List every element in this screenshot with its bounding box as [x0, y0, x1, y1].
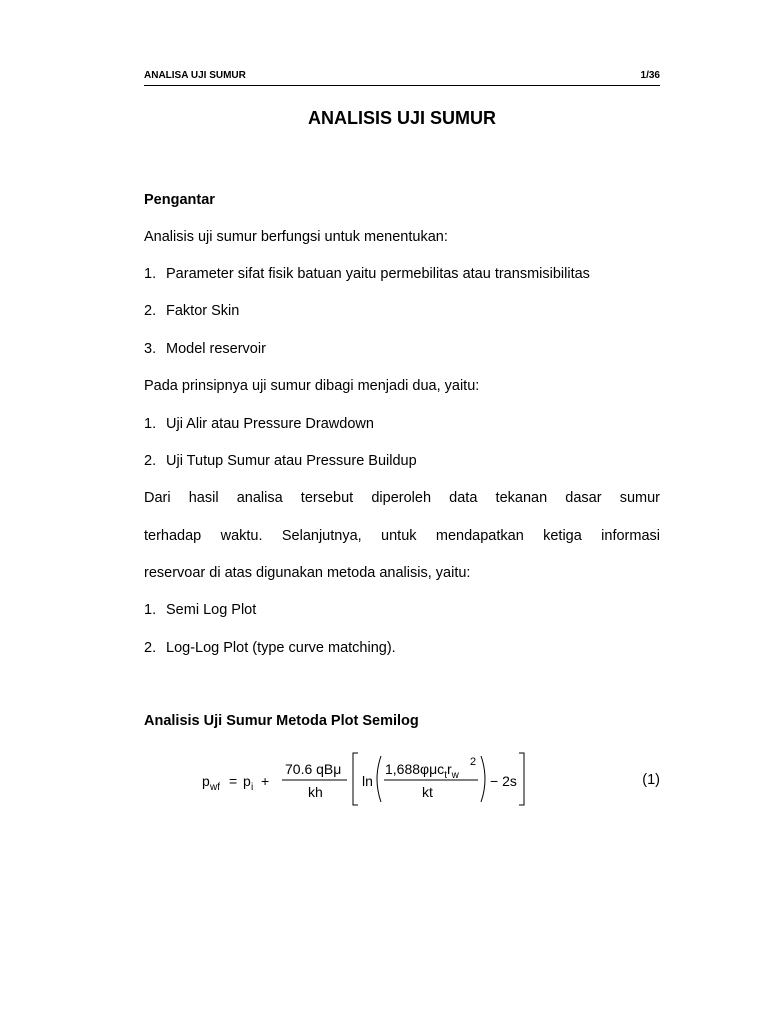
- eq-exponent: 2: [470, 756, 477, 768]
- intro-text-2: Pada prinsipnya uji sumur dibagi menjadi dua, yaitu:: [144, 378, 480, 394]
- eq-bracket-right: [519, 753, 524, 805]
- paragraph-line: terhadap waktu. Selanjutnya, untuk mendapatkan ketiga informasi: [144, 528, 660, 544]
- section-heading-semilog: Analisis Uji Sumur Metoda Plot Semilog: [144, 713, 419, 729]
- list-item: 2. Log-Log Plot (type curve matching).: [144, 640, 396, 656]
- document-title: ANALISIS UJI SUMUR: [307, 108, 496, 128]
- list-item: 1. Uji Alir atau Pressure Drawdown: [144, 416, 374, 432]
- list-item: 1. Parameter sifat fisik batuan yaitu permebilitas atau transmisibilitas: [144, 266, 590, 282]
- paragraph-line: reservoar di atas digunakan metoda analisis, yaitu:: [144, 565, 471, 581]
- page-header: [144, 70, 660, 84]
- header-title: ANALISA UJI SUMUR: [144, 70, 246, 81]
- eq-equals: =: [229, 773, 238, 789]
- eq-p: p: [202, 773, 210, 789]
- eq-sub-i: i: [251, 782, 254, 793]
- equation-number: (1): [642, 772, 660, 788]
- list-item: 3. Model reservoir: [144, 341, 266, 357]
- eq-den1: kh: [308, 784, 323, 800]
- eq-pi: p: [243, 773, 251, 789]
- eq-paren-left: [377, 756, 381, 802]
- eq-bracket-left: [353, 753, 358, 805]
- eq-ln: ln: [362, 773, 373, 789]
- list-item: 1. Semi Log Plot: [144, 602, 257, 618]
- list-item: 2. Faktor Skin: [144, 303, 240, 319]
- eq-den2: kt: [422, 784, 433, 800]
- header-rule: [144, 85, 660, 86]
- list-item: 2. Uji Tutup Sumur atau Pressure Buildup: [144, 453, 417, 469]
- eq-num1: 70.6 qBμ: [285, 761, 342, 777]
- section-heading-intro: Pengantar: [144, 192, 215, 208]
- eq-sub-wf: wf: [210, 782, 220, 793]
- eq-num2: $1,688\varphi\mu c_tr_w$: [385, 761, 459, 781]
- eq-plus: +: [261, 773, 270, 789]
- page-number: 1/36: [640, 70, 660, 81]
- eq-paren-right: [481, 756, 485, 802]
- eq-minus-2s: − 2s: [490, 773, 517, 789]
- paragraph-line: Dari hasil analisa tersebut diperoleh data tekanan dasar sumur: [144, 490, 660, 506]
- intro-text: Analisis uji sumur berfungsi untuk menentukan:: [144, 229, 448, 245]
- equation-svg: [144, 748, 544, 810]
- equation-1: [144, 748, 660, 810]
